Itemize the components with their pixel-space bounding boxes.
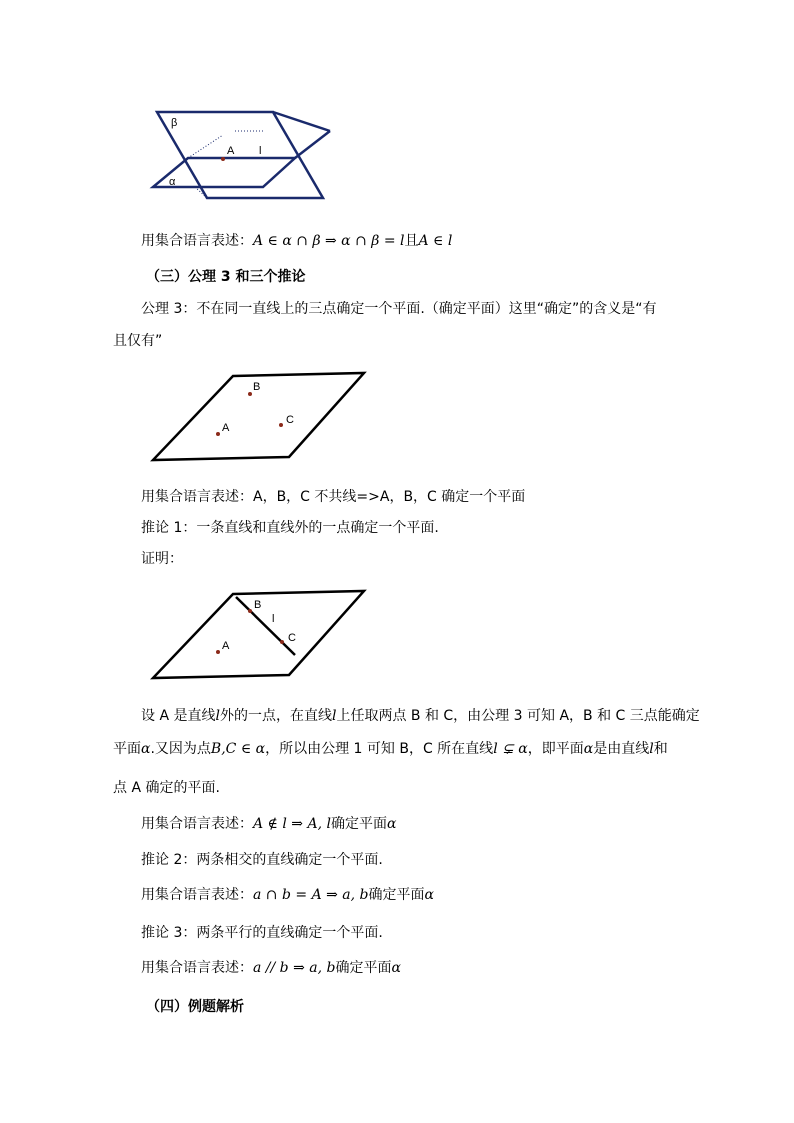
axiom-3-line-2: 且仅有”: [113, 333, 163, 349]
proof-line-3: 点 A 确定的平面.: [113, 780, 220, 796]
label-alpha: α: [169, 176, 176, 188]
label-c: C: [288, 632, 296, 644]
plane-abc-figure: [150, 370, 370, 465]
intersecting-planes-figure: [145, 105, 340, 205]
proof-label: 证明：: [141, 551, 183, 567]
label-a: A: [222, 422, 230, 434]
corollary-1: 推论 1：一条直线和直线外的一点确定一个平面.: [141, 520, 439, 536]
heading-examples: （四）例题解析: [146, 999, 244, 1015]
plane-line-figure: [150, 588, 370, 683]
label-l: l: [272, 613, 275, 625]
point-a: [216, 650, 220, 654]
heading-axiom-3: （三）公理 3 和三个推论: [146, 269, 306, 285]
set-notation-parallel: 用集合语言表述：a // b ⇒ a, b确定平面α: [141, 960, 401, 976]
set-notation-al: 用集合语言表述：A ∉ l ⇒ A, l确定平面α: [141, 816, 397, 832]
proof-line-1: 设 A 是直线l外的一点，在直线l上任取两点 B 和 C，由公理 3 可知 A，B 和 C 三点能确定: [141, 708, 700, 724]
point-b: [248, 609, 252, 613]
set-notation-abc: 用集合语言表述：A，B，C 不共线=>A，B，C 确定一个平面: [141, 489, 526, 505]
label-beta: β: [171, 117, 178, 129]
set-notation-ab: 用集合语言表述：a ∩ b = A ⇒ a, b确定平面α: [141, 887, 434, 903]
label-l: l: [259, 145, 262, 157]
line-l: [236, 597, 295, 655]
corollary-3: 推论 3：两条平行的直线确定一个平面.: [141, 925, 383, 941]
label-a: A: [222, 640, 230, 652]
label-b: B: [254, 599, 262, 611]
set-notation-line-1: 用集合语言表述：A ∈ α ∩ β ⇒ α ∩ β = l且A ∈ l: [141, 233, 453, 249]
label-c: C: [286, 414, 294, 426]
axiom-3-line-1: 公理 3：不在同一直线上的三点确定一个平面.（确定平面）这里“确定”的含义是“有: [141, 301, 657, 317]
plane-extension: [295, 131, 330, 158]
label-a: A: [227, 145, 235, 157]
point-a: [221, 157, 225, 161]
proof-line-2: 平面α.又因为点B,C ∈ α，所以由公理 1 可知 B，C 所在直线l ⊊ α，即平面α是由直线l和: [113, 741, 668, 757]
point-b: [248, 392, 252, 396]
point-c: [280, 640, 284, 644]
hidden-line-2: [188, 135, 223, 158]
point-a: [216, 432, 220, 436]
label-b: B: [253, 381, 261, 393]
corollary-2: 推论 2：两条相交的直线确定一个平面.: [141, 852, 383, 868]
point-c: [279, 423, 283, 427]
